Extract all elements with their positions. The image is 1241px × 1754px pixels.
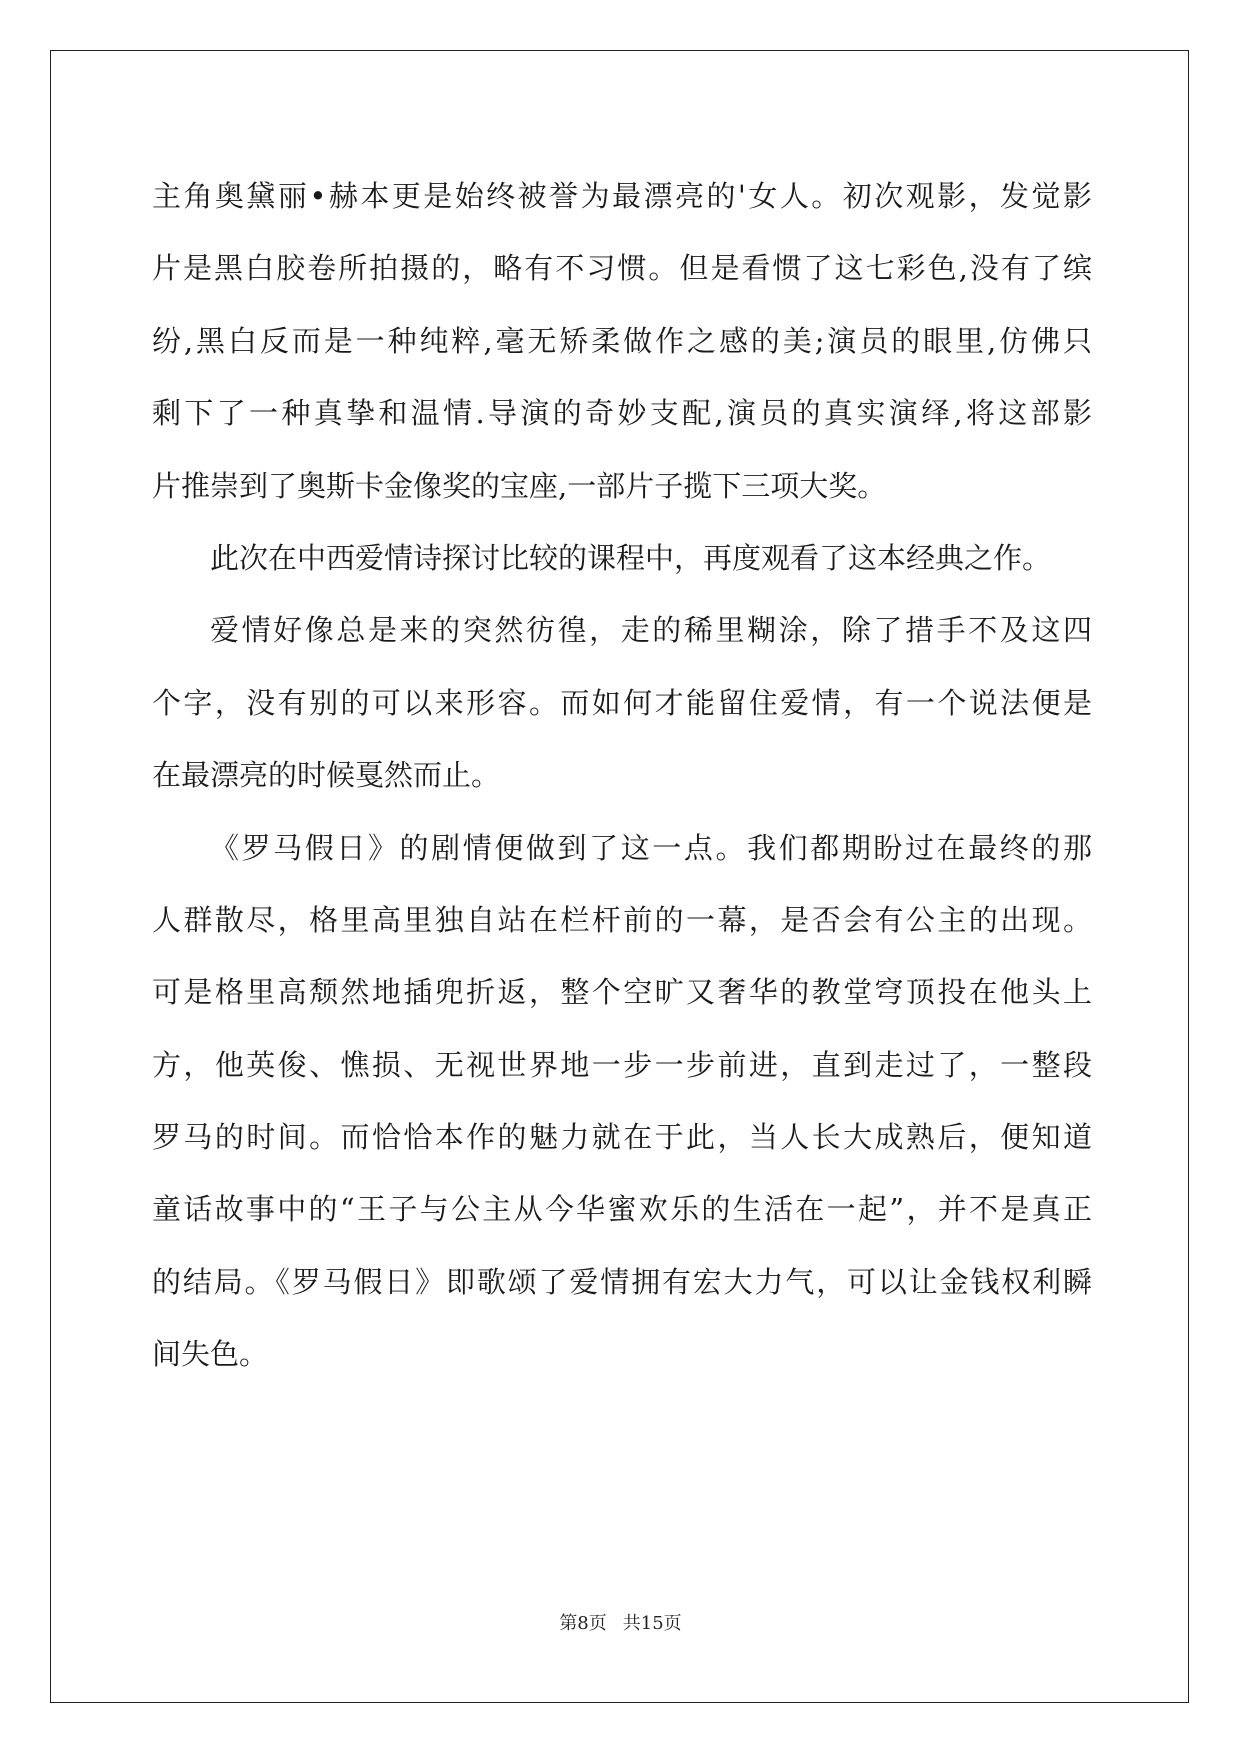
text-line: 罗马的时间。而恰恰本作的魅力就在于此，当人长大成熟后，便知道 (152, 1120, 1092, 1155)
text-line: 的结局。《罗马假日》即歌颂了爱情拥有宏大力气，可以让金钱权利瞬 (152, 1264, 1092, 1299)
text-line: 个字，没有别的可以来形容。而如何才能留住爱情，有一个说法便是 (152, 685, 1092, 720)
text-line: 纷,黑白反而是一种纯粹,毫无矫柔做作之感的美;演员的眼里,仿佛只 (152, 323, 1092, 358)
text-line: 片推崇到了奥斯卡金像奖的宝座,一部片子揽下三项大奖。 (152, 468, 887, 503)
text-line: 主角奥黛丽•赫本更是始终被誉为最漂亮的'女人。初次观影，发觉影 (152, 179, 1092, 213)
text-line: 间失色。 (152, 1337, 269, 1372)
document-body (152, 160, 1092, 1391)
text-line: 可是格里高颓然地插兜折返，整个空旷又奢华的教堂穹顶投在他头上 (152, 975, 1092, 1010)
text-line: 在最漂亮的时候戛然而止。 (152, 758, 501, 793)
text-line: 片是黑白胶卷所拍摄的，略有不习惯。但是看惯了这七彩色,没有了缤 (152, 251, 1092, 286)
total-pages: 共15页 (622, 1613, 682, 1634)
text-line: 剩下了一种真挚和温情.导演的奇妙支配,演员的真实演绎,将这部影 (152, 396, 1092, 431)
text-line: 童话故事中的“王子与公主从今华蜜欢乐的生活在一起”，并不是真正 (152, 1192, 1092, 1227)
paragraph (152, 812, 1092, 1391)
page-footer (0, 1609, 1241, 1635)
text-line: 方，他英俊、憔损、无视世界地一步一步前进，直到走过了，一整段 (152, 1047, 1092, 1082)
current-page-number: 第8页 (559, 1613, 607, 1634)
text-line: 《罗马假日》的剧情便做到了这一点。我们都期盼过在最终的那 (210, 830, 1092, 865)
text-line: 此次在中西爱情诗探讨比较的课程中，再度观看了这本经典之作。 (210, 540, 1052, 575)
paragraph (152, 522, 1092, 594)
paragraph (152, 594, 1092, 811)
text-line: 爱情好像总是来的突然彷徨，走的稀里糊涂，除了措手不及这四 (210, 613, 1092, 648)
paragraph (152, 160, 1092, 522)
text-line: 人群散尽，格里高里独自站在栏杆前的一幕，是否会有公主的出现。 (152, 902, 1092, 937)
